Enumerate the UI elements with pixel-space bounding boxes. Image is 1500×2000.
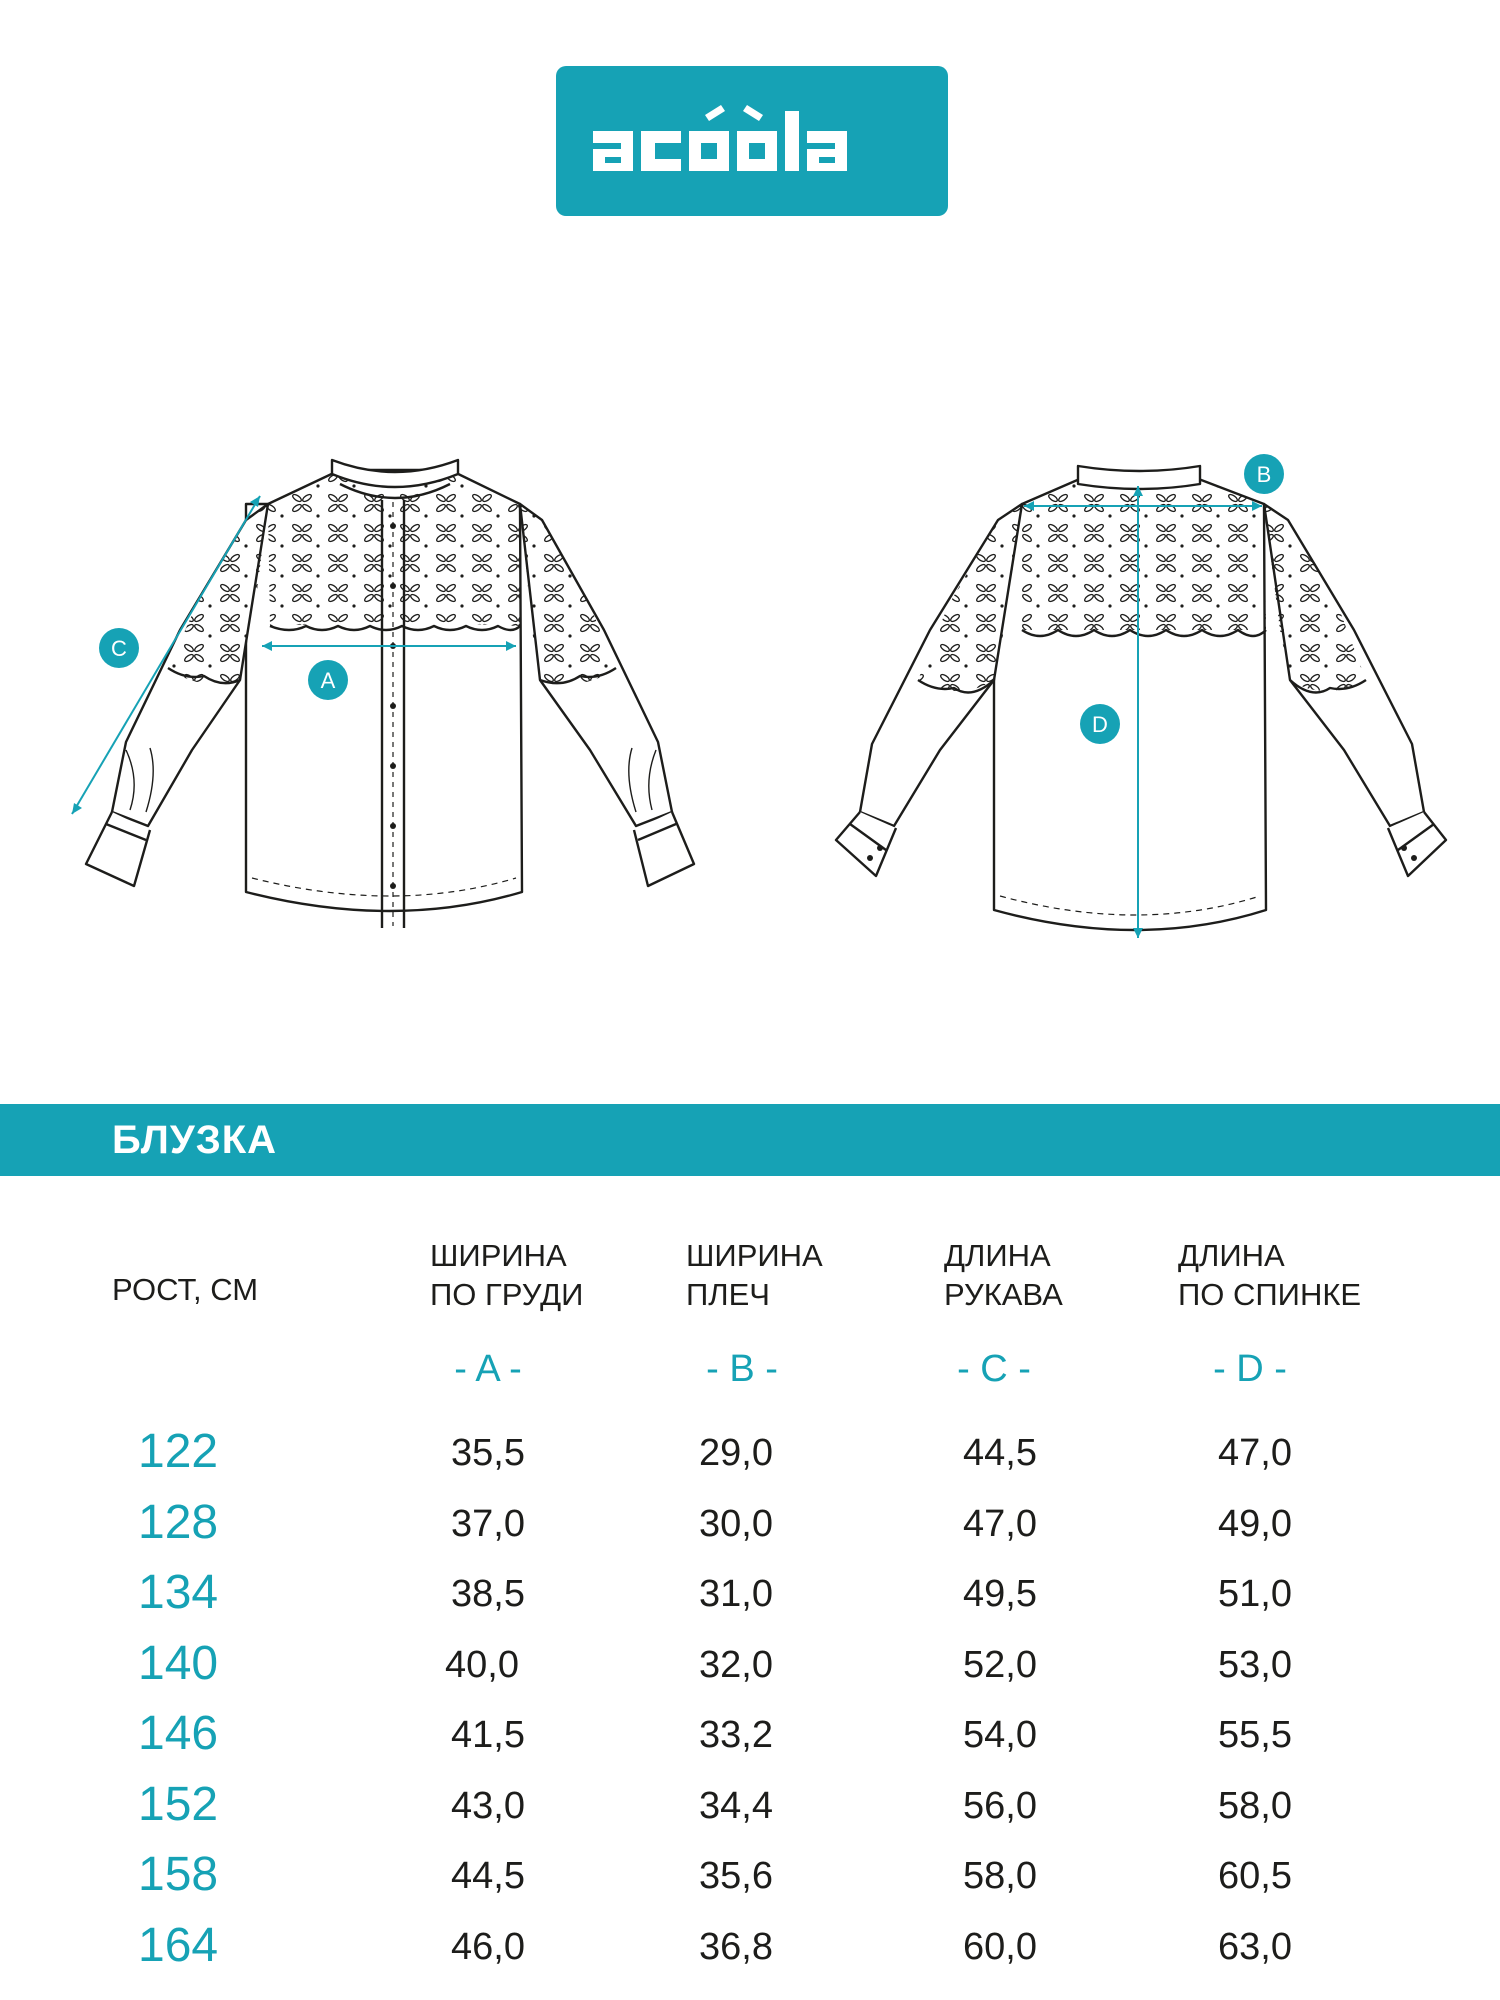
table-row: [0, 1847, 1500, 1917]
garment-diagram: [0, 430, 1500, 970]
column-header-b-line2: ПЛЕЧ: [686, 1277, 770, 1312]
front-view: [86, 460, 694, 928]
column-code-a: - A -: [454, 1348, 522, 1390]
column-header-d: [1178, 1236, 1361, 1314]
column-header-a: [430, 1236, 583, 1314]
chest-width-value: 43,0: [451, 1785, 525, 1827]
table-row: [0, 1495, 1500, 1565]
column-header-c-line1: ДЛИНА: [944, 1238, 1051, 1273]
chest-width-value: 38,5: [451, 1573, 525, 1615]
marker-b: [1244, 454, 1284, 494]
height-column-header: РОСТ, СМ: [112, 1272, 259, 1307]
height-value: 164: [138, 1919, 219, 1972]
column-header-d-line1: ДЛИНА: [1178, 1238, 1285, 1273]
chest-width-value: 37,0: [451, 1503, 525, 1545]
table-row: [0, 1918, 1500, 1988]
marker-d-label: D: [1092, 712, 1108, 737]
sleeve-length-value: 44,5: [963, 1432, 1037, 1474]
chest-width-value: 41,5: [451, 1714, 525, 1756]
sleeve-length-value: 49,5: [963, 1573, 1037, 1615]
marker-c: [99, 628, 139, 668]
table-row: [0, 1565, 1500, 1635]
column-header-b-line1: ШИРИНА: [686, 1238, 823, 1273]
column-code-d: - D -: [1213, 1348, 1287, 1390]
height-value: 146: [138, 1707, 219, 1760]
back-view: [836, 466, 1446, 930]
back-length-value: 60,5: [1218, 1855, 1292, 1897]
shoulder-width-value: 29,0: [699, 1432, 773, 1474]
chest-width-value: 44,5: [451, 1855, 525, 1897]
sleeve-length-value: 47,0: [963, 1503, 1037, 1545]
table-row: [0, 1636, 1500, 1706]
shoulder-width-value: 32,0: [699, 1644, 773, 1686]
acoola-logo-mark: [587, 101, 917, 181]
back-length-value: 58,0: [1218, 1785, 1292, 1827]
height-value: 152: [138, 1778, 219, 1831]
column-header-c: [944, 1236, 1063, 1314]
table-row: [0, 1706, 1500, 1776]
marker-a: [308, 660, 348, 700]
height-value: 128: [138, 1496, 219, 1549]
column-header-d-line2: ПО СПИНКЕ: [1178, 1277, 1362, 1312]
chest-width-value: 46,0: [451, 1926, 525, 1968]
table-row: [0, 1424, 1500, 1494]
sleeve-length-value: 56,0: [963, 1785, 1037, 1827]
brand-logo: [556, 66, 948, 216]
column-code-b: - B -: [706, 1348, 778, 1390]
back-length-value: 51,0: [1218, 1573, 1292, 1615]
back-length-value: 55,5: [1218, 1714, 1292, 1756]
section-banner: [0, 1104, 1500, 1176]
column-header-a-line1: ШИРИНА: [430, 1238, 567, 1273]
shoulder-width-value: 31,0: [699, 1573, 773, 1615]
sleeve-length-value: 60,0: [963, 1926, 1037, 1968]
marker-c-label: C: [111, 636, 127, 661]
height-value: 134: [138, 1566, 219, 1619]
marker-b-label: B: [1256, 462, 1272, 487]
column-code-c: - C -: [957, 1348, 1031, 1390]
shoulder-width-value: 36,8: [699, 1926, 773, 1968]
chest-width-value: 35,5: [451, 1432, 525, 1474]
sleeve-length-value: 52,0: [963, 1644, 1037, 1686]
sleeve-length-value: 54,0: [963, 1714, 1037, 1756]
shoulder-width-value: 30,0: [699, 1503, 773, 1545]
back-length-value: 63,0: [1218, 1926, 1292, 1968]
height-value: 140: [138, 1637, 219, 1690]
height-value: 122: [138, 1425, 219, 1478]
table-row: [0, 1777, 1500, 1847]
column-header-c-line2: РУКАВА: [944, 1277, 1063, 1312]
column-header-b: [686, 1236, 823, 1314]
shoulder-width-value: 33,2: [699, 1714, 773, 1756]
chest-width-value: 40,0: [445, 1644, 519, 1686]
column-header-a-line2: ПО ГРУДИ: [430, 1277, 584, 1312]
sleeve-length-value: 58,0: [963, 1855, 1037, 1897]
back-length-value: 47,0: [1218, 1432, 1292, 1474]
shoulder-width-value: 34,4: [699, 1785, 773, 1827]
height-value: 158: [138, 1848, 219, 1901]
shoulder-width-value: 35,6: [699, 1855, 773, 1897]
marker-a-label: A: [320, 668, 336, 693]
section-title: БЛУЗКА: [112, 1118, 278, 1162]
back-length-value: 53,0: [1218, 1644, 1292, 1686]
marker-d: [1080, 704, 1120, 744]
back-length-value: 49,0: [1218, 1503, 1292, 1545]
